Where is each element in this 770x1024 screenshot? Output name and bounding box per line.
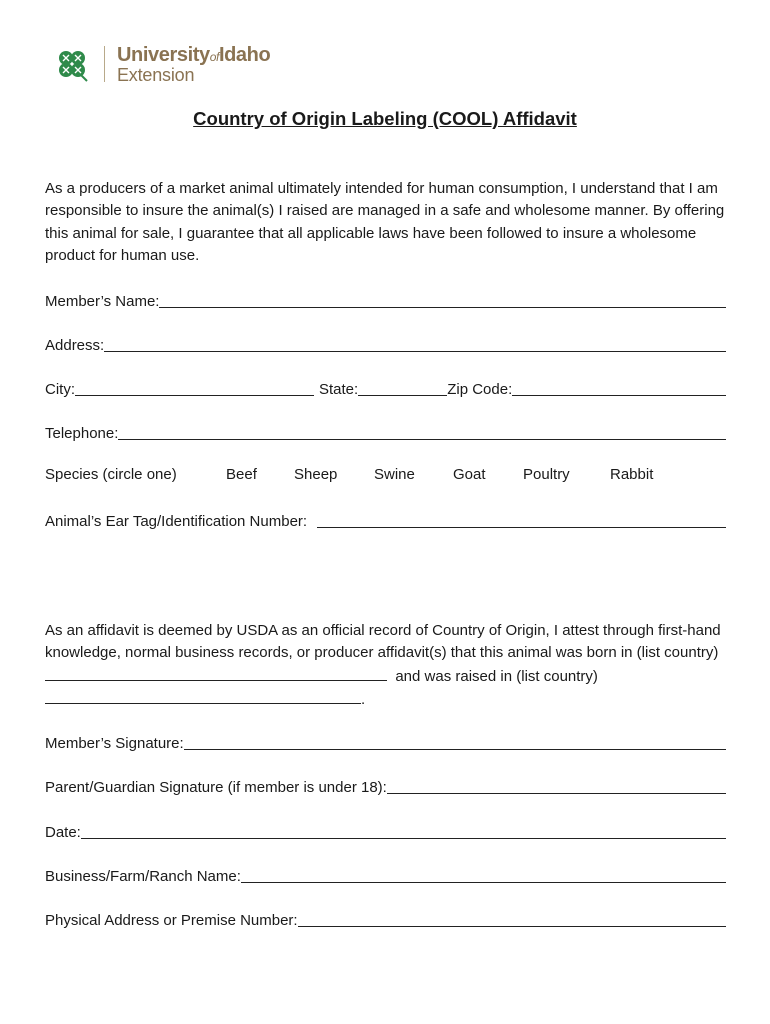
- state-label: State:: [319, 381, 359, 398]
- logo-divider: [104, 46, 105, 82]
- intro-paragraph: As a producers of a market animal ultimately intended for human consumption, I understand that I am responsible to insure the animal(s) I raised are managed in a safe and wholesome manner. By offering this animal for sale, I guarantee that all applicable laws have been followed to insure a wholesome product for human use.: [45, 180, 725, 264]
- telephone-line[interactable]: [118, 423, 726, 440]
- university-logo: [54, 44, 270, 84]
- species-row: [45, 466, 735, 488]
- physical-address-line[interactable]: [298, 910, 726, 927]
- business-name-label: Business/Farm/Ranch Name:: [45, 868, 241, 885]
- zip-line[interactable]: [512, 379, 726, 396]
- affidavit-text-part3: .: [361, 690, 366, 708]
- species-option-swine[interactable]: Swine: [374, 466, 415, 483]
- address-line[interactable]: [104, 335, 726, 352]
- date-field[interactable]: [45, 820, 726, 842]
- address-field[interactable]: [45, 333, 726, 355]
- ear-tag-line[interactable]: [317, 511, 726, 528]
- logo-wordmark: [117, 45, 270, 84]
- member-name-label: Member’s Name:: [45, 293, 160, 310]
- member-signature-field[interactable]: [45, 731, 726, 753]
- physical-address-label: Physical Address or Premise Number:: [45, 912, 298, 929]
- city-line[interactable]: [75, 379, 314, 396]
- city-label: City:: [45, 381, 75, 398]
- affidavit-text-part2: and was raised in (list country): [395, 667, 598, 685]
- member-signature-label: Member’s Signature:: [45, 735, 184, 752]
- physical-address-field[interactable]: [45, 908, 726, 930]
- parent-signature-label: Parent/Guardian Signature (if member is under 18):: [45, 779, 387, 796]
- affidavit-paragraph: [45, 620, 735, 711]
- state-line[interactable]: [358, 379, 447, 396]
- parent-signature-line[interactable]: [387, 777, 726, 794]
- species-label: Species (circle one): [45, 466, 177, 483]
- date-line[interactable]: [81, 822, 726, 839]
- business-name-line[interactable]: [241, 866, 726, 883]
- ear-tag-label: Animal’s Ear Tag/Identification Number:: [45, 513, 308, 530]
- page-title: Country of Origin Labeling (COOL) Affidavit: [193, 108, 577, 129]
- species-option-rabbit[interactable]: Rabbit: [610, 466, 654, 483]
- telephone-label: Telephone:: [45, 425, 119, 442]
- ear-tag-field[interactable]: [45, 509, 726, 531]
- member-name-line[interactable]: [159, 291, 726, 308]
- date-label: Date:: [45, 824, 81, 841]
- species-option-sheep[interactable]: Sheep: [294, 466, 338, 483]
- species-option-goat[interactable]: Goat: [453, 466, 486, 483]
- business-name-field[interactable]: [45, 864, 726, 886]
- member-name-field[interactable]: [45, 289, 726, 311]
- address-label: Address:: [45, 337, 105, 354]
- telephone-field[interactable]: [45, 421, 726, 443]
- logo-idaho-text: Idaho: [218, 43, 271, 66]
- 4h-clover-icon: [54, 46, 90, 82]
- city-state-zip-row: [45, 377, 726, 399]
- affidavit-text-part1: As an affidavit is deemed by USDA as an official record of Country of Origin, I attest through first-hand knowledge, normal business records, or producer affidavit(s) that this animal was born in (list country): [45, 622, 721, 662]
- logo-extension-text: Extension: [117, 64, 195, 85]
- member-signature-line[interactable]: [184, 733, 726, 750]
- zip-label: Zip Code:: [447, 381, 513, 398]
- logo-of-text: of: [209, 49, 219, 64]
- raised-country-line[interactable]: [45, 688, 361, 704]
- logo-university-text: University: [117, 43, 210, 66]
- species-option-beef[interactable]: Beef: [226, 466, 257, 483]
- born-country-line[interactable]: [45, 665, 387, 681]
- species-option-poultry[interactable]: Poultry: [523, 466, 570, 483]
- parent-signature-field[interactable]: [45, 775, 726, 797]
